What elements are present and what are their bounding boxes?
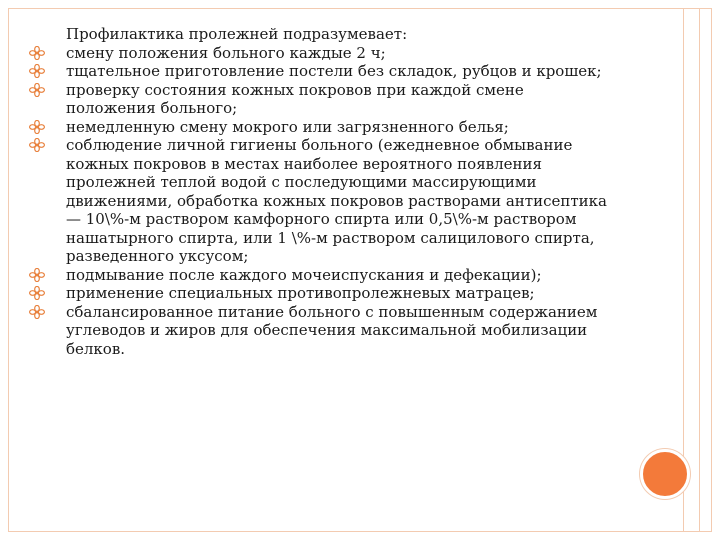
four-leaf-bullet-icon [29, 46, 45, 60]
list-item [46, 284, 616, 303]
intro-text: Профилактика пролежней подразумевает: [66, 25, 408, 43]
list-item-text: соблюдение личной гигиены больного (ежедневное обмывание кожных покровов в местах наиболее вероятного появления пролежней теплой водой с последующими массирующими движениями, обработка кожных покровов растворами антисептика — 10\%-м раствором камфорного спирта или 0,5\%-м раствором нашатырного спирта, или 1 \%-м раствором салицилового спирта, разведенного уксусом; [66, 136, 607, 265]
four-leaf-bullet-icon [29, 305, 45, 319]
list-item [46, 81, 616, 118]
list-item [46, 44, 616, 63]
list-item [46, 118, 616, 137]
list-item [46, 266, 616, 285]
four-leaf-bullet-icon [29, 268, 45, 282]
accent-circle [640, 449, 690, 499]
list-item [46, 62, 616, 81]
four-leaf-bullet-icon [29, 286, 45, 300]
four-leaf-bullet-icon [29, 120, 45, 134]
list-item [46, 303, 616, 359]
accent-strip [683, 8, 700, 532]
list-item-text: тщательное приготовление постели без складок, рубцов и крошек; [66, 62, 602, 80]
list-item-text: применение специальных противопролежневых матрацев; [66, 284, 535, 302]
four-leaf-bullet-icon [29, 83, 45, 97]
slide-content [46, 25, 616, 358]
four-leaf-bullet-icon [29, 64, 45, 78]
list-item-text: проверку состояния кожных покровов при каждой смене положения больного; [66, 80, 524, 117]
list-item-text: смену положения больного каждые 2 ч; [66, 43, 386, 62]
list-item-text: подмывание после каждого мочеиспускания и дефекации); [66, 265, 542, 284]
bullet-list [46, 44, 616, 359]
list-item-text: немедленную смену мокрого или загрязненного белья; [66, 117, 509, 136]
list-item [46, 136, 616, 266]
four-leaf-bullet-icon [29, 138, 45, 152]
list-item-text: сбалансированное питание больного с повышенным содержанием углеводов и жиров для обеспечения максимальной мобилизации белков. [66, 302, 598, 358]
